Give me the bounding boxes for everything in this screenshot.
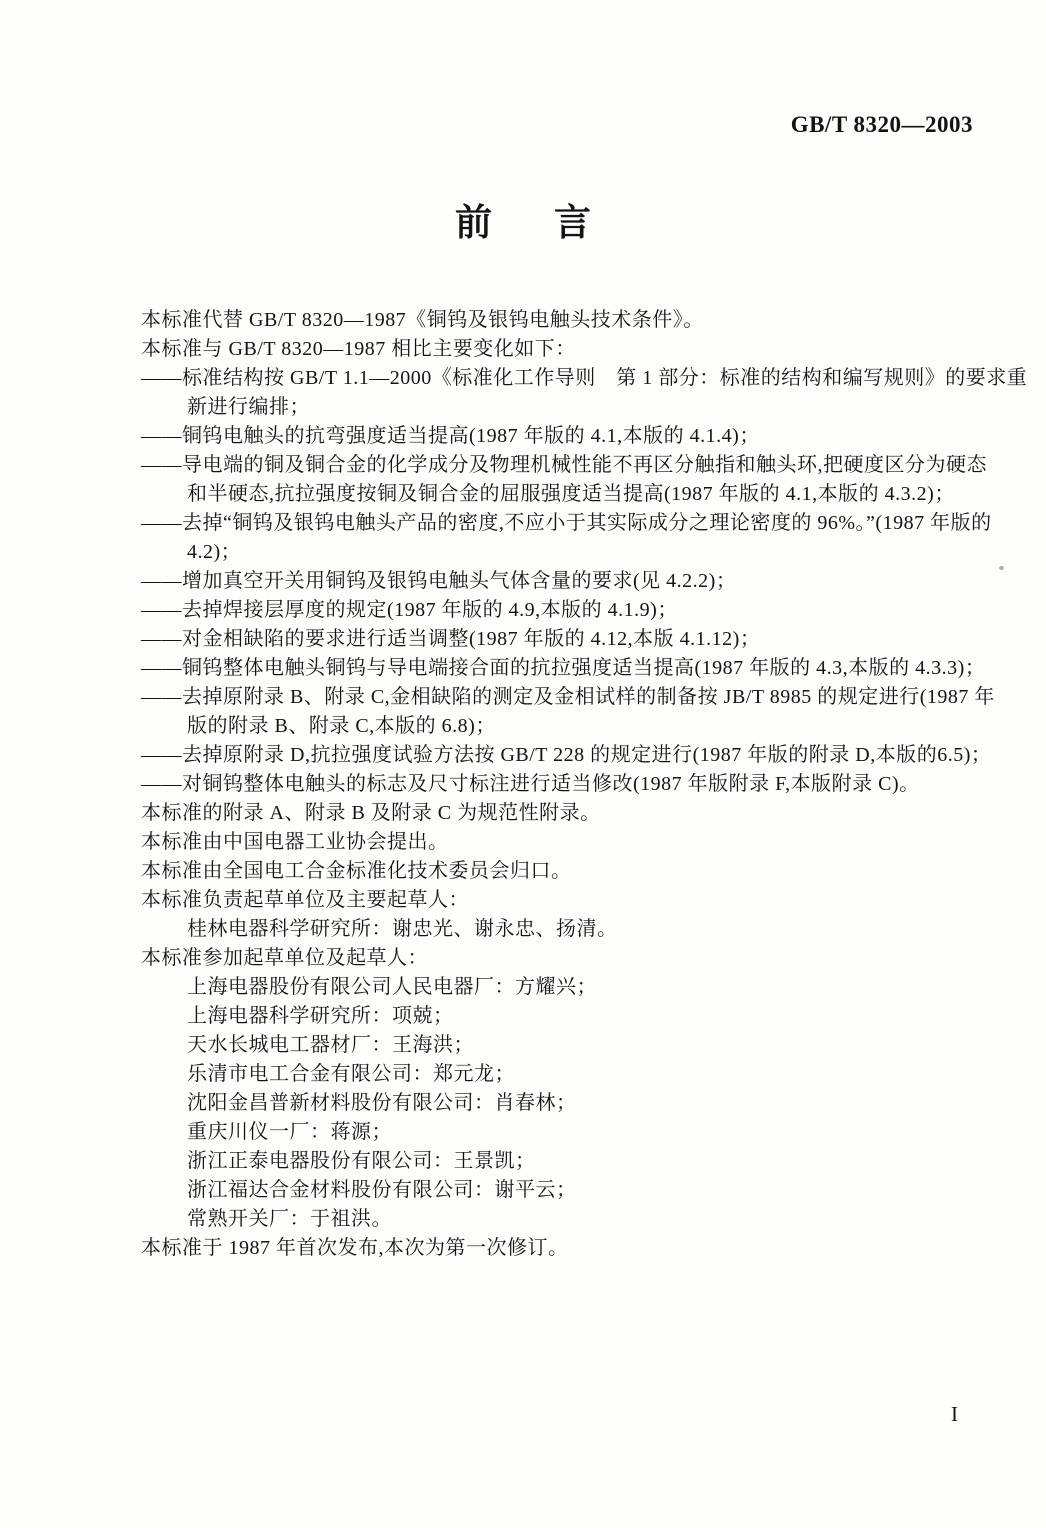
text-line: ——标准结构按 GB/T 1.1—2000《标准化工作导则 第 1 部分：标准的结构和编写规则》的要求重 bbox=[141, 367, 1028, 389]
text-line: ——对金相缺陷的要求进行适当调整(1987 年版的 4.12,本版 4.1.12)； bbox=[141, 628, 761, 650]
text-line: 和半硬态,抗拉强度按铜及铜合金的屈服强度适当提高(1987 年版的 4.1,本版的 4.3.2)； bbox=[187, 483, 955, 505]
text-line: 沈阳金昌普新材料股份有限公司：肖春林； bbox=[187, 1092, 577, 1114]
text-line: 上海电器科学研究所：项兢； bbox=[187, 1005, 454, 1027]
text-line: ——增加真空开关用铜钨及银钨电触头气体含量的要求(见 4.2.2)； bbox=[141, 570, 737, 592]
text-line: 版的附录 B、附录 C,本版的 6.8)； bbox=[187, 715, 496, 737]
text-line: 乐清市电工合金有限公司：郑元龙； bbox=[187, 1063, 515, 1085]
text-line: ——去掉“铜钨及银钨电触头产品的密度,不应小于其实际成分之理论密度的 96%。”(1987 年版的 bbox=[141, 512, 992, 534]
text-line: 天水长城电工器材厂：王海洪； bbox=[187, 1034, 474, 1056]
text-line: ——去掉原附录 D,抗拉强度试验方法按 GB/T 228 的规定进行(1987 年版的附录 D,本版的6.5)； bbox=[141, 744, 992, 766]
text-line: 新进行编排； bbox=[187, 396, 310, 418]
text-line: 本标准与 GB/T 8320—1987 相比主要变化如下： bbox=[141, 338, 576, 360]
page-title bbox=[0, 202, 1046, 246]
title-char-first: 前 bbox=[455, 203, 492, 244]
text-line: 重庆川仪一厂：蒋源； bbox=[187, 1121, 392, 1143]
text-line: 桂林电器科学研究所：谢忠光、谢永忠、扬清。 bbox=[187, 918, 618, 940]
text-line: 本标准于 1987 年首次发布,本次为第一次修订。 bbox=[141, 1237, 569, 1259]
text-line: 本标准负责起草单位及主要起草人： bbox=[141, 889, 469, 911]
text-line: ——铜钨电触头的抗弯强度适当提高(1987 年版的 4.1,本版的 4.1.4)； bbox=[141, 425, 760, 447]
text-line: 上海电器股份有限公司人民电器厂：方耀兴； bbox=[187, 976, 597, 998]
text-line: 本标准由中国电器工业协会提出。 bbox=[141, 831, 449, 853]
text-line: 常熟开关厂：于祖洪。 bbox=[187, 1208, 392, 1230]
text-line: ——导电端的铜及铜合金的化学成分及物理机械性能不再区分触指和触头环,把硬度区分为硬态 bbox=[141, 454, 987, 476]
text-line: ——对铜钨整体电触头的标志及尺寸标注进行适当修改(1987 年版附录 F,本版附录 C)。 bbox=[141, 773, 920, 795]
text-line: 4.2)； bbox=[187, 541, 242, 563]
text-line: ——去掉焊接层厚度的规定(1987 年版的 4.9,本版的 4.1.9)； bbox=[141, 599, 678, 621]
text-line: 本标准代替 GB/T 8320—1987《铜钨及银钨电触头技术条件》。 bbox=[141, 309, 704, 331]
text-line: 浙江正泰电器股份有限公司：王景凯； bbox=[187, 1150, 536, 1172]
text-line: 本标准由全国电工合金标准化技术委员会归口。 bbox=[141, 860, 572, 882]
text-line: ——去掉原附录 B、附录 C,金相缺陷的测定及金相试样的制备按 JB/T 8985 的规定进行(1987 年 bbox=[141, 686, 995, 708]
text-line: 本标准的附录 A、附录 B 及附录 C 为规范性附录。 bbox=[141, 802, 601, 824]
text-line: 本标准参加起草单位及起草人： bbox=[141, 947, 428, 969]
page-number: I bbox=[951, 1402, 959, 1426]
scan-speck bbox=[999, 566, 1004, 570]
foreword-body bbox=[141, 306, 1028, 1263]
text-line: ——铜钨整体电触头铜钨与导电端接合面的抗拉强度适当提高(1987 年版的 4.3,本版的 4.3.3)； bbox=[141, 657, 986, 679]
text-line: 浙江福达合金材料股份有限公司：谢平云； bbox=[187, 1179, 577, 1201]
standard-code: GB/T 8320—2003 bbox=[790, 112, 973, 137]
title-char-second: 言 bbox=[554, 203, 591, 244]
